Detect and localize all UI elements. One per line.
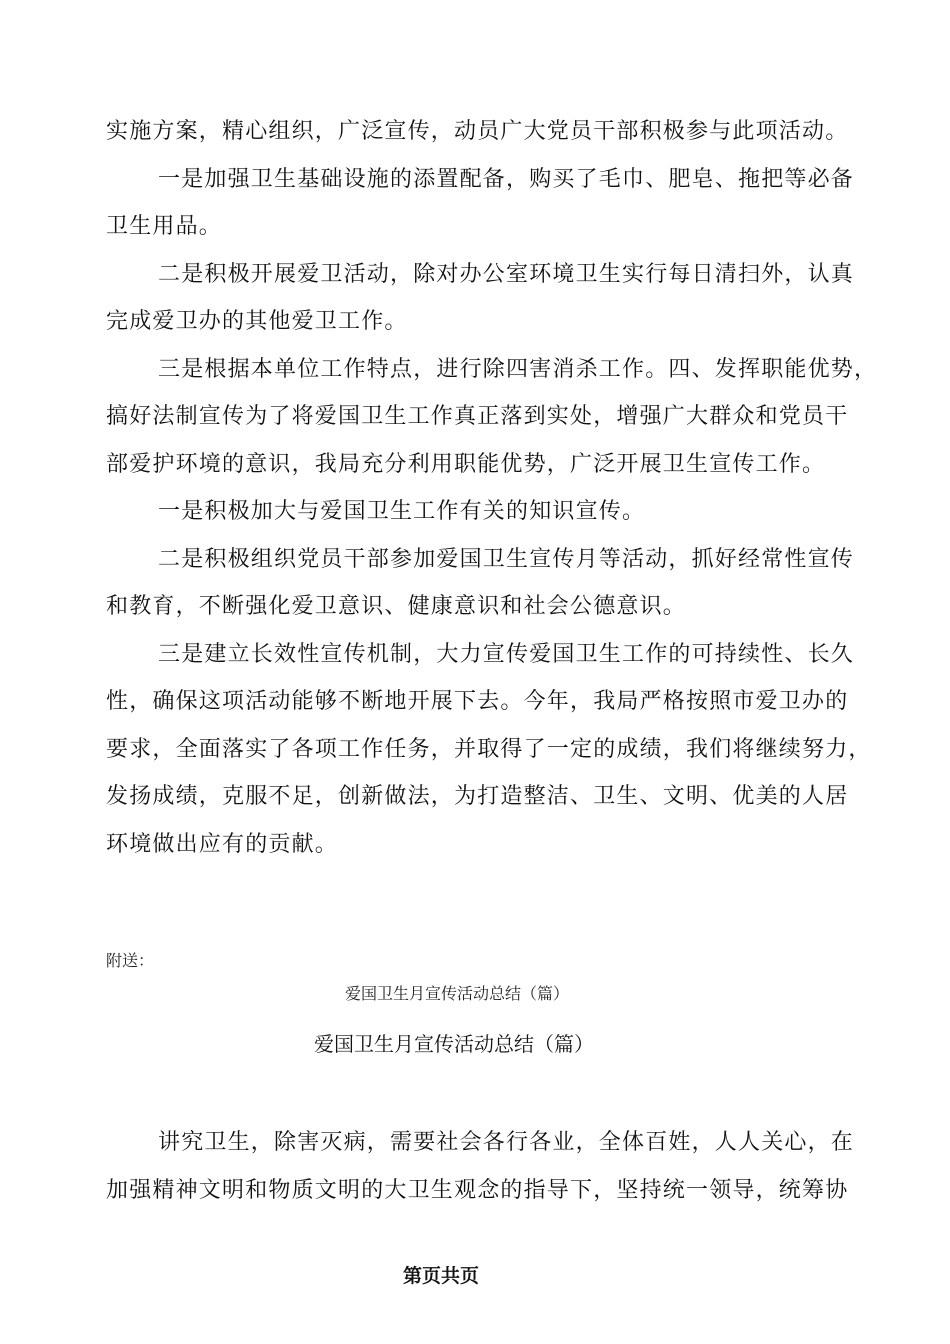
body-line-14: 要求，全面落实了各项工作任务，并取得了一定的成绩，我们将继续努力， xyxy=(106,737,872,762)
appendix-label: 附送： xyxy=(106,951,155,970)
body-line-15: 发扬成绩，克服不足，创新做法，为打造整洁、卫生、文明、优美的人居 xyxy=(106,784,849,809)
intro-line-2: 加强精神文明和物质文明的大卫生观念的指导下，坚持统一领导，统筹协 xyxy=(106,1178,849,1203)
body-line-4: 二是积极开展爱卫活动，除对办公室环境卫生实行每日清扫外，认真 xyxy=(158,262,855,287)
body-line-12: 三是建立长效性宣传机制，大力宣传爱国卫生工作的可持续性、长久 xyxy=(158,642,855,667)
body-line-9: 一是积极加大与爱国卫生工作有关的知识宣传。 xyxy=(158,499,646,524)
body-line-1: 实施方案，精心组织，广泛宣传，动员广大党员干部积极参与此项活动。 xyxy=(106,119,849,144)
body-line-6: 三是根据本单位工作特点，进行除四害消杀工作。四、发挥职能优势， xyxy=(158,357,878,382)
intro-line-1: 讲究卫生，除害灭病，需要社会各行各业，全体百姓，人人关心，在 xyxy=(158,1130,855,1155)
appendix-title: 爱国卫生月宣传活动总结（篇） xyxy=(314,1032,594,1056)
body-line-11: 和教育，不断强化爱卫意识、健康意识和社会公德意识。 xyxy=(106,594,687,619)
body-line-3: 卫生用品。 xyxy=(106,214,223,239)
body-line-13: 性，确保这项活动能够不断地开展下去。今年，我局严格按照市爱卫办的 xyxy=(106,689,849,714)
body-line-5: 完成爱卫办的其他爱卫工作。 xyxy=(106,309,408,334)
body-line-2: 一是加强卫生基础设施的添置配备，购买了毛巾、肥皂、拖把等必备 xyxy=(158,167,855,192)
body-line-10: 二是积极组织党员干部参加爱国卫生宣传月等活动，抓好经常性宣传 xyxy=(158,547,855,572)
body-line-7: 搞好法制宣传为了将爱国卫生工作真正落到实处，增强广大群众和党员干 xyxy=(106,404,849,429)
body-line-8: 部爱护环境的意识，我局充分利用职能优势，广泛开展卫生宣传工作。 xyxy=(106,452,826,477)
body-line-16: 环境做出应有的贡献。 xyxy=(106,832,339,857)
page-footer: 第页共页 xyxy=(403,1265,480,1287)
appendix-title-small: 爱国卫生月宣传活动总结（篇） xyxy=(345,984,570,1003)
